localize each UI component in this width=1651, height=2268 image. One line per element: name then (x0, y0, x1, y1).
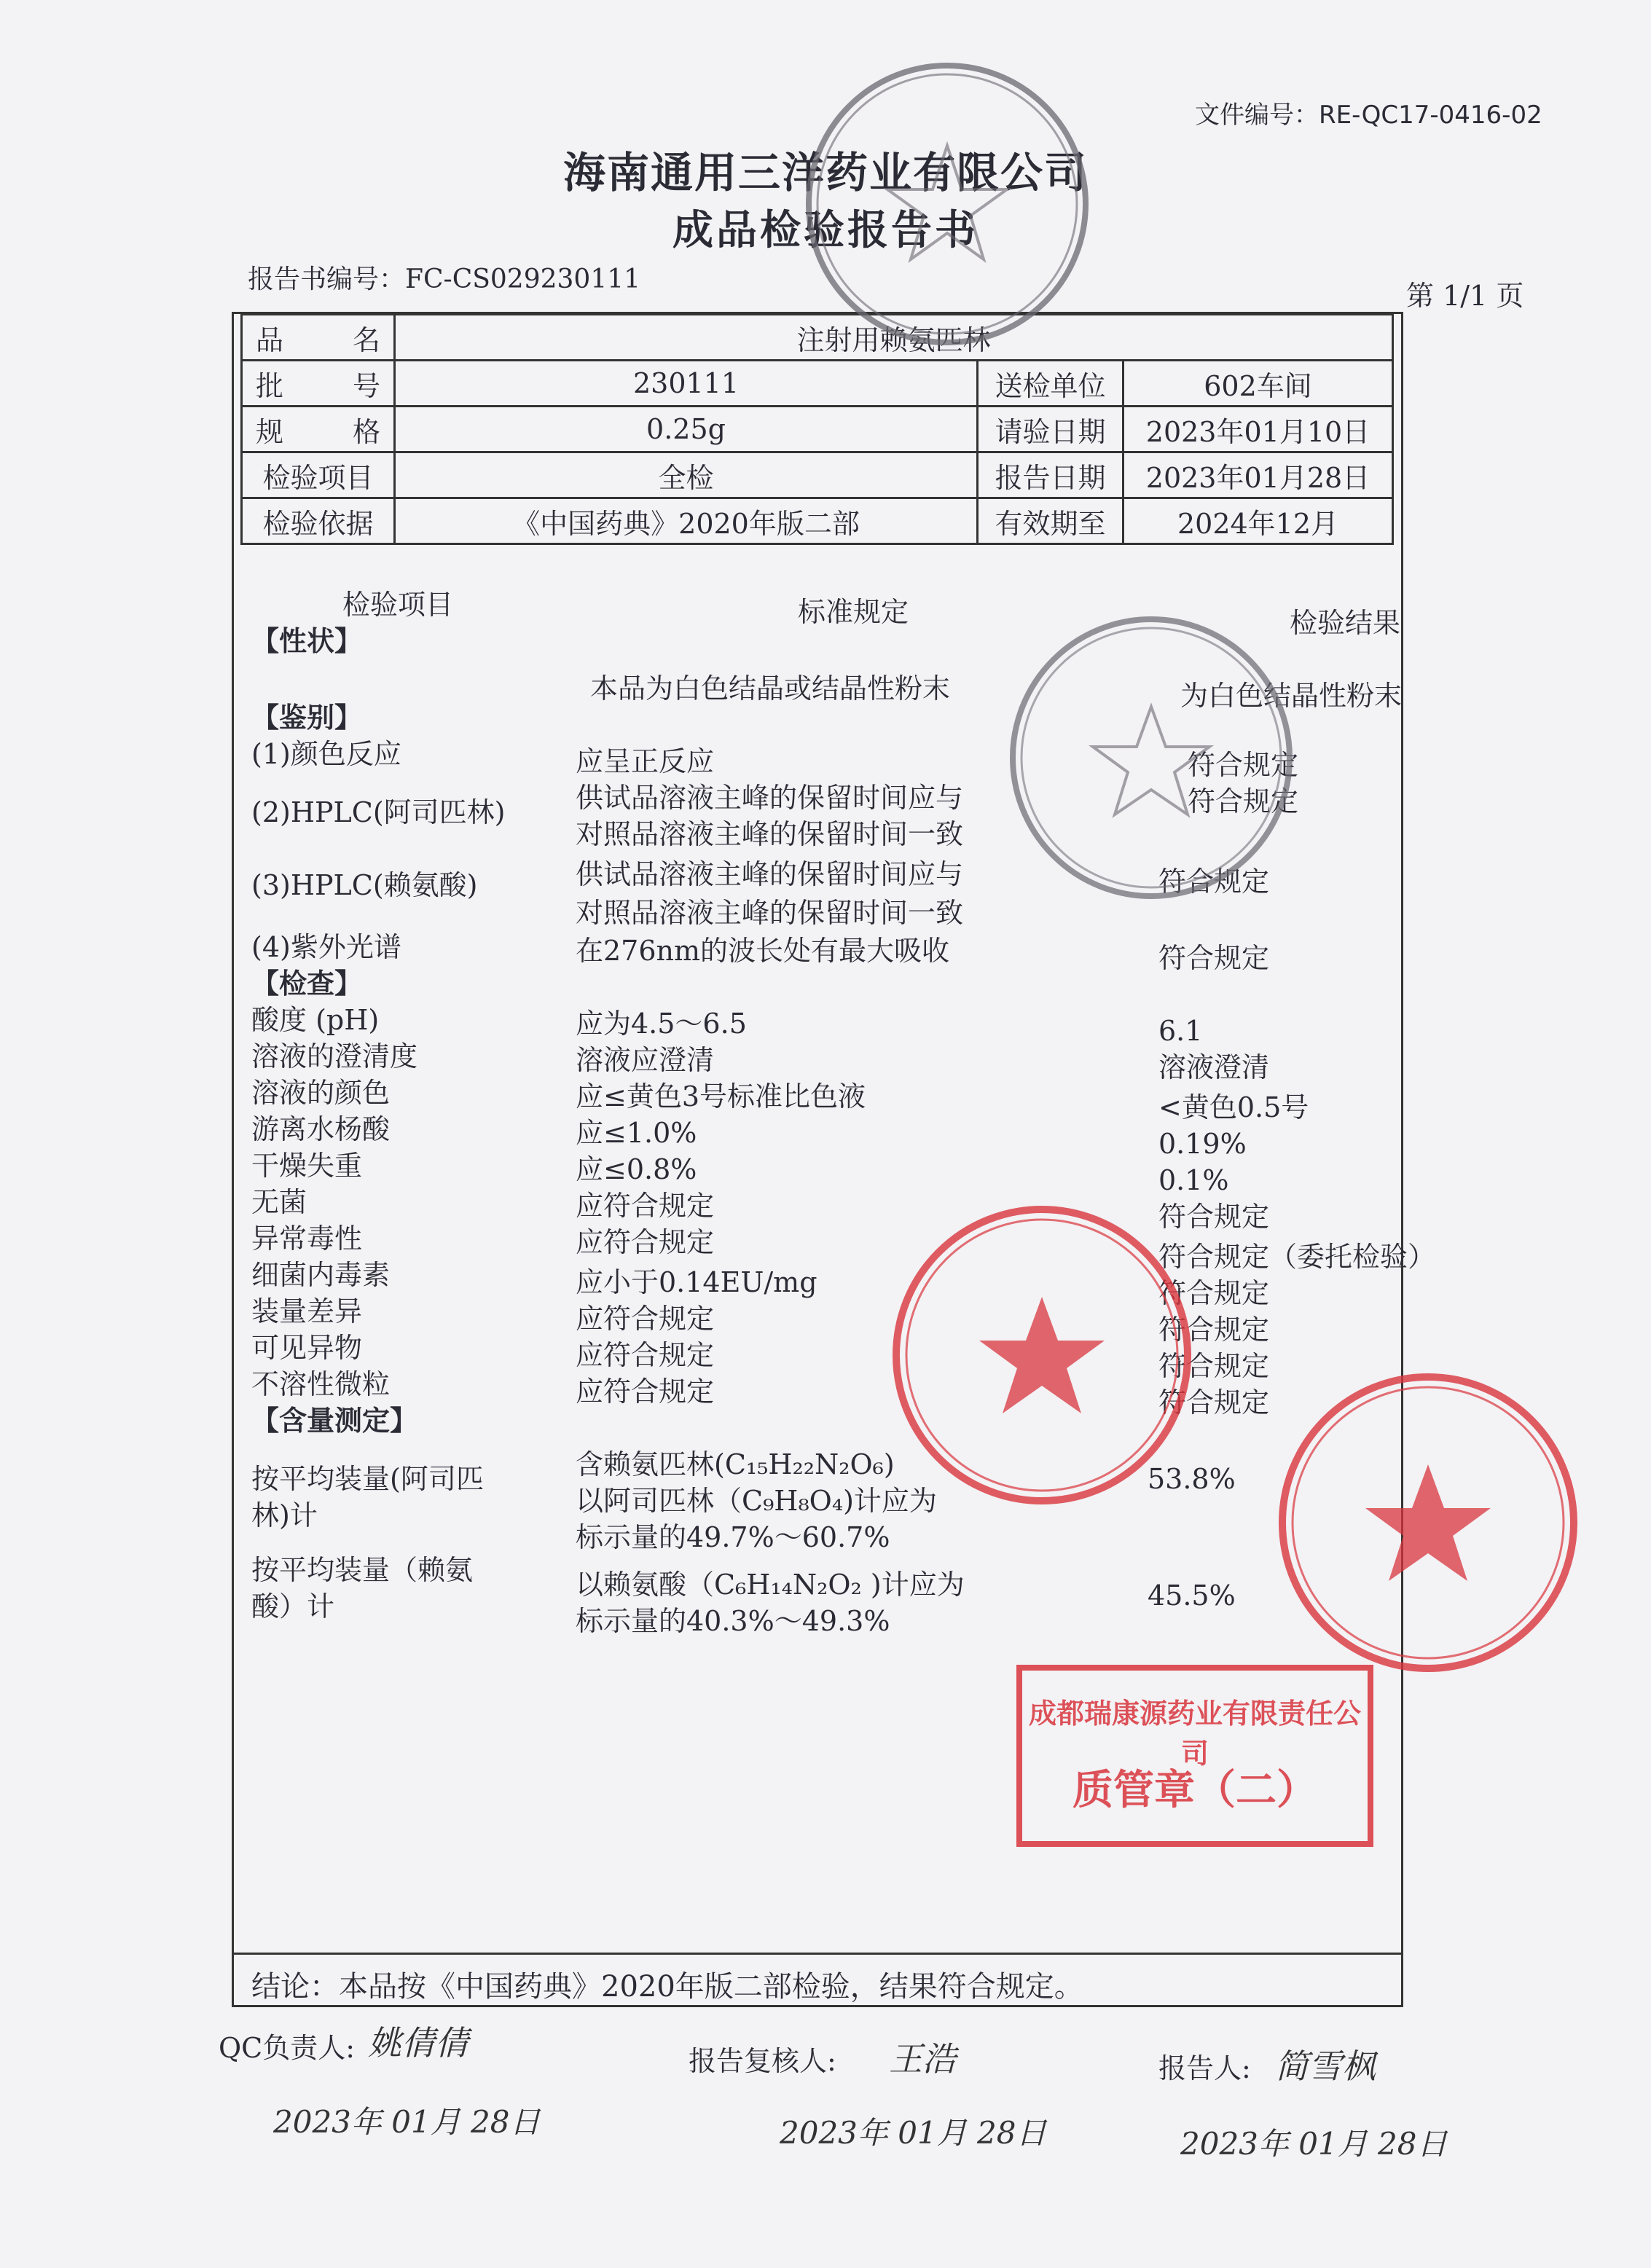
basis-label: 检验依据 (242, 498, 395, 544)
assay-aspirin-standard-1: 含赖氨匹林(C₁₅H₂₂N₂O₆) (576, 1448, 895, 1480)
qc-label: QC负责人: (219, 2032, 356, 2064)
items-label: 检验项目 (242, 452, 395, 498)
abnormal-toxicity-name: 异常毒性 (251, 1223, 363, 1255)
color-reaction-standard: 应呈正反应 (576, 745, 715, 777)
solution-colour-result: <黄色0.5号 (1158, 1091, 1309, 1123)
hplc-aspirin-standard-2: 对照品溶液主峰的保留时间一致 (576, 818, 964, 850)
hplc-lysine-result: 符合规定 (1158, 866, 1270, 898)
clarity-standard: 溶液应澄清 (576, 1044, 715, 1076)
appearance-result: 为白色结晶性粉末 (1180, 680, 1403, 712)
hplc-lysine-standard-1: 供试品溶液主峰的保留时间应与 (576, 858, 964, 890)
section-assay: 【含量测定】 (251, 1404, 418, 1437)
insoluble-particles-standard: 应符合规定 (576, 1376, 715, 1408)
endotoxin-standard: 应小于0.14EU/mg (576, 1266, 817, 1298)
sterility-result: 符合规定 (1158, 1201, 1270, 1233)
clarity-result: 溶液澄清 (1158, 1051, 1270, 1083)
insoluble-particles-result: 符合规定 (1158, 1386, 1270, 1419)
report-date-value: 2023年01月28日 (1123, 452, 1393, 498)
hplc-aspirin-standard-1: 供试品溶液主峰的保留时间应与 (576, 782, 964, 814)
report-date-label: 报告日期 (978, 452, 1123, 498)
request-date-value: 2023年01月10日 (1123, 407, 1393, 452)
qc-date: 2023年 01月 28日 (273, 2104, 541, 2140)
assay-lysine-name-1: 按平均装量（赖氨 (251, 1554, 474, 1586)
abnormal-toxicity-result: 符合规定（委托检验） (1158, 1241, 1436, 1273)
loss-on-drying-result: 0.1% (1158, 1164, 1229, 1196)
assay-lysine-name-2: 酸）计 (251, 1590, 335, 1622)
uv-spectrum-standard: 在276nm的波长处有最大吸收 (576, 935, 950, 967)
jiangsu-seal-2 (1275, 1370, 1581, 1676)
solution-colour-standard: 应≤黄色3号标准比色液 (576, 1080, 866, 1113)
loss-on-drying-name: 干燥失重 (251, 1150, 363, 1182)
report-number: 报告书编号：FC-CS029230111 (248, 264, 641, 294)
document-title: 成品检验报告书 (672, 207, 979, 254)
hplc-lysine-name: (3)HPLC(赖氨酸) (251, 869, 478, 901)
visible-particles-name: 可见异物 (251, 1332, 363, 1364)
page-number: 第 1/1 页 (1406, 280, 1524, 312)
column-result-heading: 检验结果 (1290, 607, 1401, 639)
dept-label: 送检单位 (978, 361, 1123, 407)
conclusion-divider (232, 1953, 1403, 1955)
visible-particles-standard: 应符合规定 (576, 1339, 715, 1371)
review-date: 2023年 01月 28日 (780, 2115, 1047, 2151)
salicylic-acid-result: 0.19% (1158, 1128, 1247, 1160)
fill-variation-name: 装量差异 (251, 1295, 363, 1327)
ph-standard: 应为4.5～6.5 (576, 1008, 747, 1040)
salicylic-acid-standard: 应≤1.0% (576, 1117, 697, 1149)
product-value: 注射用赖氨匹林 (395, 315, 1393, 361)
expiry-value: 2024年12月 (1123, 498, 1393, 544)
insoluble-particles-name: 不溶性微粒 (251, 1368, 391, 1400)
hplc-aspirin-name: (2)HPLC(阿司匹林) (251, 796, 506, 828)
request-date-label: 请验日期 (978, 407, 1123, 452)
assay-lysine-standard-2: 标示量的40.3%～49.3% (576, 1605, 890, 1637)
visible-particles-result: 符合规定 (1158, 1350, 1270, 1382)
section-appearance: 【性状】 (251, 624, 363, 657)
reporter-date: 2023年 01月 28日 (1180, 2126, 1448, 2162)
chengdu-seal-line-2: 质管章（二） (1072, 1767, 1317, 1814)
qc-seal-top (801, 58, 1093, 350)
qc-signature: 姚倩倩 (368, 2023, 468, 2063)
assay-aspirin-standard-3: 标示量的49.7%～60.7% (576, 1521, 890, 1553)
fill-variation-result: 符合规定 (1158, 1314, 1270, 1346)
batch-label: 批号 (242, 361, 395, 407)
qc-seal-middle (1005, 612, 1297, 903)
hplc-lysine-standard-2: 对照品溶液主峰的保留时间一致 (576, 897, 964, 929)
ph-name: 酸度 (pH) (251, 1004, 380, 1036)
spec-label: 规格 (242, 407, 395, 452)
clarity-name: 溶液的澄清度 (251, 1040, 418, 1072)
dept-value: 602车间 (1123, 361, 1393, 407)
batch-value: 230111 (395, 361, 978, 407)
column-item-heading: 检验项目 (342, 589, 454, 621)
sterility-standard: 应符合规定 (576, 1190, 715, 1222)
file-number: 文件编号：RE-QC17-0416-02 (1195, 101, 1542, 130)
product-label: 品名 (242, 315, 395, 361)
color-reaction-result: 符合规定 (1188, 749, 1299, 781)
endotoxin-result: 符合规定 (1158, 1277, 1270, 1309)
assay-lysine-result: 45.5% (1148, 1580, 1236, 1612)
company-name: 海南通用三洋药业有限公司 (562, 148, 1088, 197)
appearance-standard: 本品为白色结晶或结晶性粉末 (590, 672, 951, 705)
loss-on-drying-standard: 应≤0.8% (576, 1153, 697, 1185)
sterility-name: 无菌 (251, 1186, 307, 1218)
chengdu-quality-seal (1016, 1665, 1373, 1847)
color-reaction-name: (1)颜色反应 (251, 738, 401, 770)
review-label: 报告复核人: (689, 2045, 836, 2077)
reporter-label: 报告人: (1158, 2052, 1251, 2084)
assay-aspirin-name-1: 按平均装量(阿司匹 (251, 1463, 484, 1495)
review-signature: 王浩 (889, 2039, 956, 2079)
fill-variation-standard: 应符合规定 (576, 1303, 715, 1335)
reporter-signature: 简雪枫 (1275, 2047, 1376, 2086)
chengdu-seal-line-1: 成都瑞康源药业有限责任公司 (1028, 1698, 1361, 1770)
assay-lysine-standard-1: 以赖氨酸（C₆H₁₄N₂O₂ )计应为 (576, 1569, 965, 1601)
abnormal-toxicity-standard: 应符合规定 (576, 1226, 715, 1258)
assay-aspirin-standard-2: 以阿司匹林（C₉H₈O₄)计应为 (576, 1485, 937, 1517)
salicylic-acid-name: 游离水杨酸 (251, 1113, 391, 1145)
section-tests: 【检查】 (251, 967, 363, 1000)
expiry-label: 有效期至 (978, 498, 1123, 544)
basis-value: 《中国药典》2020年版二部 (395, 498, 978, 544)
assay-aspirin-result: 53.8% (1148, 1463, 1236, 1495)
section-identification: 【鉴别】 (251, 701, 363, 734)
ph-result: 6.1 (1158, 1015, 1203, 1047)
items-value: 全检 (395, 452, 978, 498)
jiangsu-seal-1 (889, 1202, 1195, 1508)
uv-spectrum-result: 符合规定 (1158, 942, 1270, 974)
solution-colour-name: 溶液的颜色 (251, 1077, 391, 1109)
assay-aspirin-name-2: 林)计 (251, 1499, 318, 1531)
conclusion: 结论：本品按《中国药典》2020年版二部检验，结果符合规定。 (251, 1970, 1083, 2004)
endotoxin-name: 细菌内毒素 (251, 1259, 391, 1291)
spec-value: 0.25g (395, 407, 978, 452)
uv-spectrum-name: (4)紫外光谱 (251, 931, 401, 963)
hplc-aspirin-result: 符合规定 (1188, 785, 1299, 817)
column-standard-heading: 标准规定 (798, 596, 909, 628)
